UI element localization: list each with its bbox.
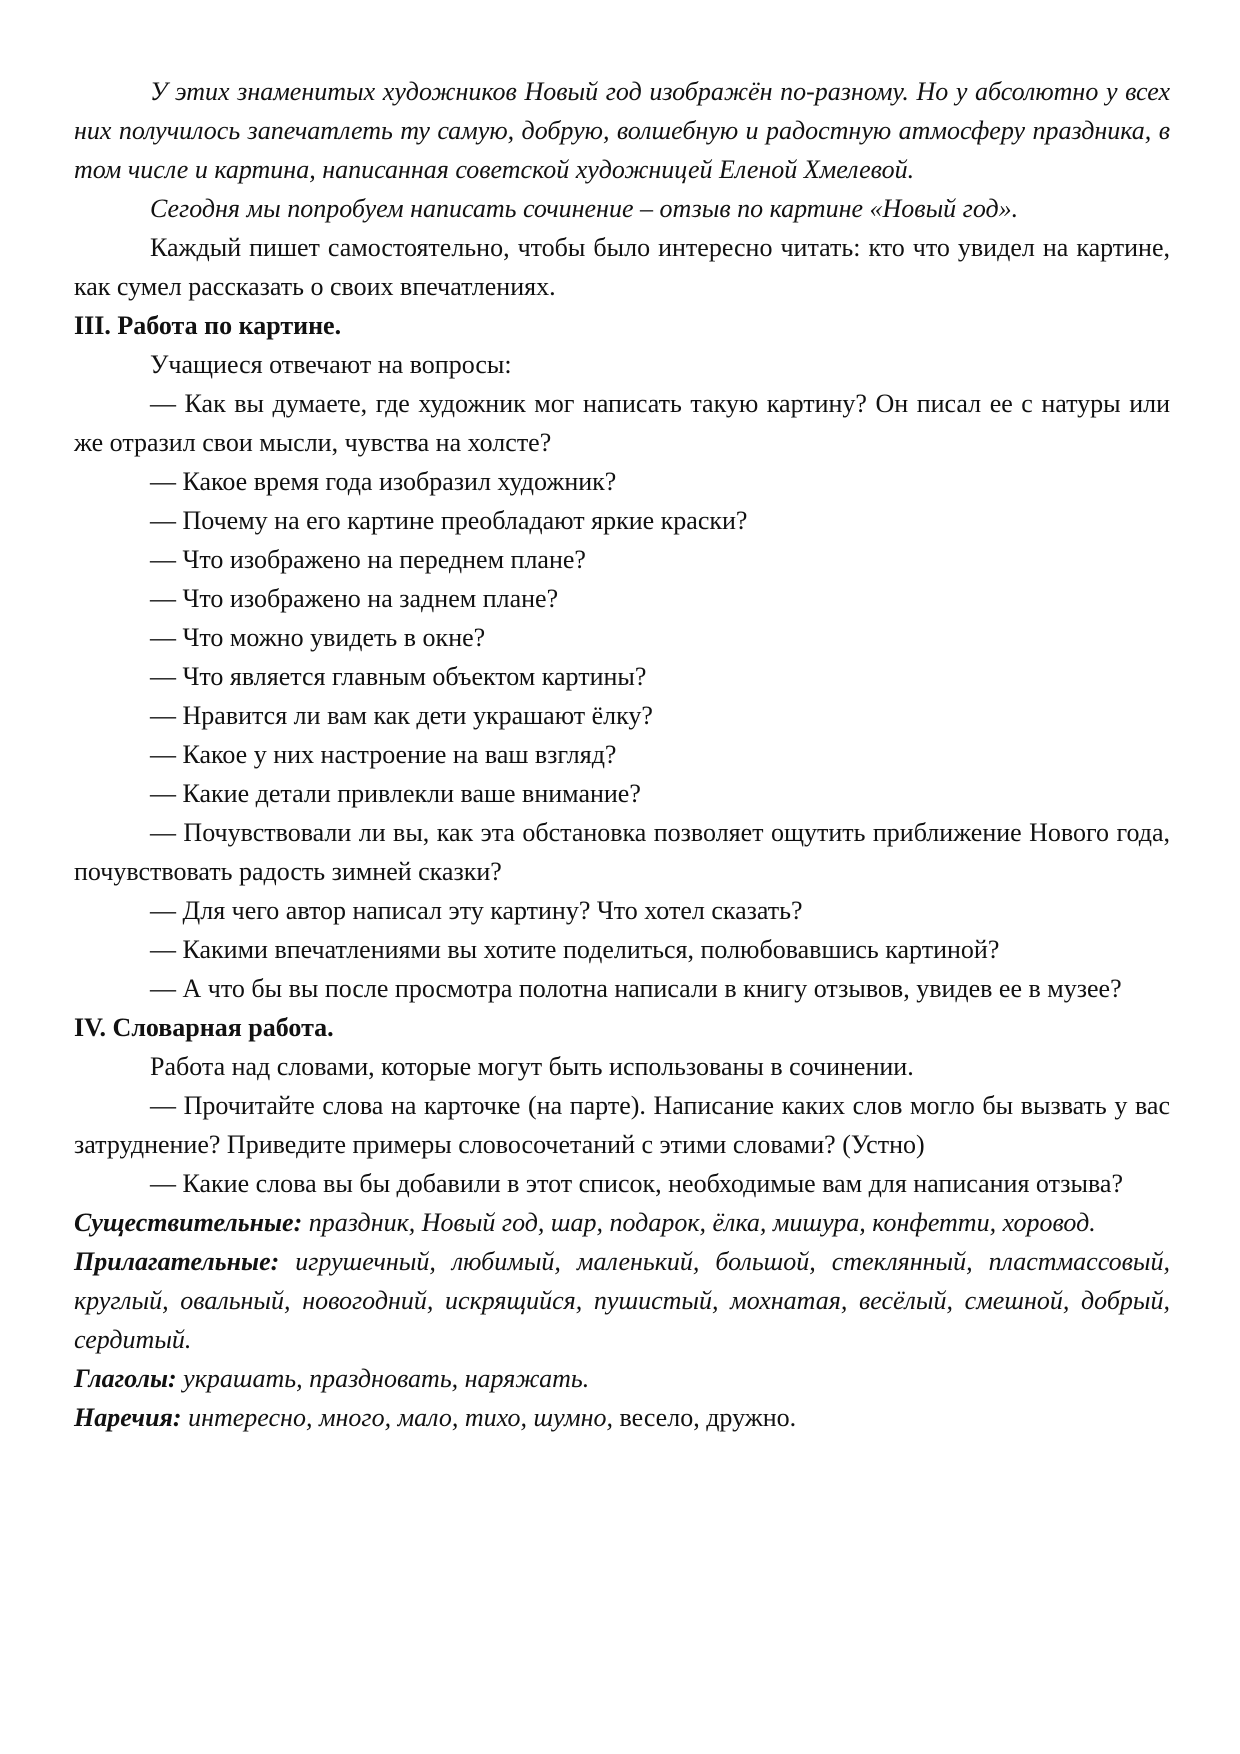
nouns-label: Существительные: [74,1208,303,1237]
nouns-list: праздник, Новый год, шар, подарок, ёлка, мишура, конфетти, хоровод. [302,1208,1096,1237]
adjectives-list: игрушечный, любимый, маленький, большой, стеклянный, пластмассовый, круглый, овальный, новогодний, искрящийся, пушистый, мохнатая, весёлый, смешной, добрый, сердитый. [74,1247,1170,1354]
vocab-verbs [74,1359,1170,1398]
question-item: — Какие детали привлекли ваше внимание? [150,779,641,808]
question-item: — Какими впечатлениями вы хотите поделиться, полюбовавшись картиной? [150,935,1000,964]
question-item: — Какое у них настроение на ваш взгляд? [150,740,617,769]
question-item: — Какое время года изобразил художник? [150,467,617,496]
adverbs-label: Наречия: [74,1403,182,1432]
question-item: — Почувствовали ли вы, как эта обстановка позволяет ощутить приближение Нового года, почувствовать радость зимней сказки? [74,818,1170,886]
question-item: — Что можно увидеть в окне? [150,623,486,652]
document-page [74,72,1170,1437]
question-item: — Для чего автор написал эту картину? Что хотел сказать? [150,896,803,925]
question-item: — Что изображено на заднем плане? [150,584,559,613]
question-item: — А что бы вы после просмотра полотна написали в книгу отзывов, увидев ее в музее? [150,974,1122,1003]
vocab-question-2: — Какие слова вы бы добавили в этот список, необходимые вам для написания отзыва? [150,1169,1124,1198]
vocab-adverbs [74,1398,1170,1437]
intro-paragraph-3: Каждый пишет самостоятельно, чтобы было интересно читать: кто что увидел на картине, как сумел рассказать о своих впечатлениях. [74,233,1170,301]
section-3-lead: Учащиеся отвечают на вопросы: [150,350,512,379]
question-item: — Что изображено на переднем плане? [150,545,586,574]
question-item: — Что является главным объектом картины? [150,662,647,691]
adjectives-label: Прилагательные: [74,1247,280,1276]
question-item: — Почему на его картине преобладают яркие краски? [150,506,748,535]
section-4-heading: IV. Словарная работа. [74,1013,334,1042]
verbs-label: Глаголы: [74,1364,177,1393]
vocab-question-1: — Прочитайте слова на карточке (на парте). Написание каких слов могло бы вызвать у вас затруднение? Приведите примеры словосочетаний с этими словами? (Устно) [74,1091,1170,1159]
section-3-heading: III. Работа по картине. [74,311,342,340]
vocab-nouns [74,1203,1170,1242]
adverbs-list-upright: весело, дружно. [613,1403,797,1432]
verbs-list: украшать, праздновать, наряжать. [176,1364,590,1393]
question-item: — Как вы думаете, где художник мог написать такую картину? Он писал ее с натуры или же отразил свои мысли, чувства на холсте? [74,389,1170,457]
section-4-lead: Работа над словами, которые могут быть использованы в сочинении. [150,1052,914,1081]
question-item: — Нравится ли вам как дети украшают ёлку? [150,701,653,730]
adverbs-list-italic: интересно, много, мало, тихо, шумно, [181,1403,614,1432]
intro-paragraph-1: У этих знаменитых художников Новый год изображён по-разному. Но у абсолютно у всех них получилось запечатлеть ту самую, добрую, волшебную и радостную атмосферу праздника, в том числе и картина, написанная советской художницей Еленой Хмелевой. [74,77,1170,184]
intro-paragraph-2: Сегодня мы попробуем написать сочинение – отзыв по картине «Новый год». [150,194,1019,223]
vocab-adjectives [74,1242,1170,1359]
